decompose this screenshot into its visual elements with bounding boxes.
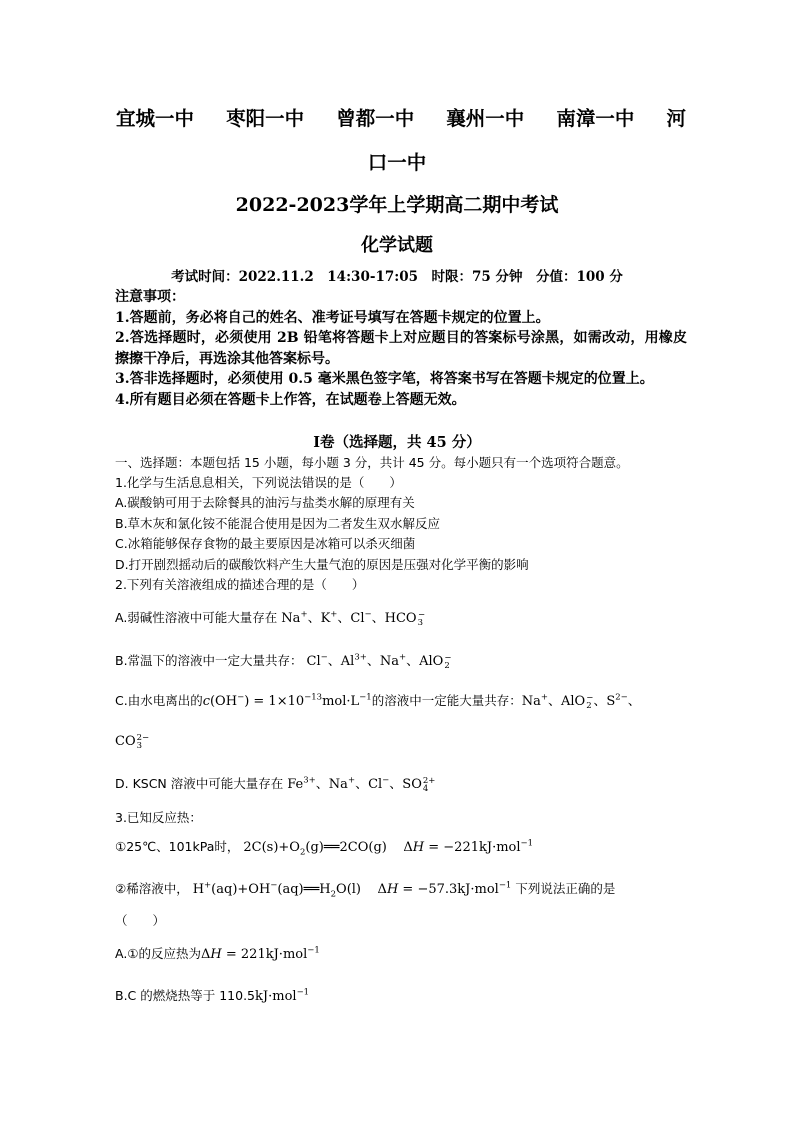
exam-title: 2022-2023学年上学期高二期中考试: [235, 194, 559, 216]
question-3-stem: 3.已知反应热：: [115, 810, 202, 825]
question-2-option-d: [115, 773, 435, 793]
option-text: 的溶液中一定能大量共存：: [371, 693, 522, 708]
reaction-equation: $H^+(aq)+OH^-(aq)══H_2O(l)$ ΔH = −57.3kJ·mol$^{-1}$: [192, 880, 512, 900]
question-3-reaction-2: [115, 879, 616, 900]
option-text: B.C 的燃烧热等于 110.5: [115, 988, 256, 1003]
notes-block: [115, 287, 687, 410]
ion-list: $Fe^{3+}$、Na+、Cl−、SO2+ 4: [287, 775, 436, 794]
ion-list: Na+、AlO− 2 、$S^{2-}$、: [521, 692, 641, 711]
school-name: 枣阳一中: [226, 107, 305, 130]
enthalpy-value: ΔH = 221kJ·mol$^{-1}$: [201, 945, 320, 962]
question-3-option-a: [115, 944, 320, 962]
ion-list: Na+、K+、Cl−、HCO 3−: [281, 609, 426, 628]
question-text: 下列说法正确的是: [515, 881, 616, 896]
question-2-option-a: [115, 607, 425, 627]
option-text: C.由水电离出的: [115, 693, 203, 708]
option-text: A.弱碱性溶液中可能大量存在: [115, 610, 278, 625]
question-3-option-b: [115, 986, 309, 1004]
question-1-stem: 1.化学与生活息息相关，下列说法错误的是（ ）: [115, 475, 402, 490]
school-list-continued: 口一中: [367, 151, 427, 174]
option-text: D. KSCN 溶液中可能大量存在: [115, 776, 284, 791]
question-1-option-a: A.碳酸钠可用于去除餐具的油污与盐类水解的原理有关: [115, 495, 415, 510]
reaction-condition: ①25℃、101kPa时，: [115, 839, 240, 854]
school-list: [116, 103, 686, 131]
school-name: 宜城一中: [116, 107, 195, 130]
note-item: 3.答非选择题时，必须使用 0.5 毫米黑色签字笔，将答案书写在答题卡规定的位置上。: [115, 371, 654, 387]
option-text: B.常温下的溶液中一定大量共存：: [115, 653, 303, 668]
exam-info: 考试时间：2022.11.2 14:30-17:05 时限：75 分钟 分值：100 分: [171, 269, 623, 285]
question-2-option-c: [115, 690, 641, 710]
concentration-formula: $c(OH^-) = 1\times 10^{-13}mol\cdot L^{-1}$: [202, 692, 372, 709]
question-2-stem: 2.下列有关溶液组成的描述合理的是（ ）: [115, 577, 365, 592]
ion-carbonate: CO2− 3: [115, 732, 150, 751]
question-3-paren: （ ）: [115, 913, 166, 928]
question-1-option-d: D.打开剧烈摇动后的碳酸饮料产生大量气泡的原因是压强对化学平衡的影响: [115, 557, 529, 572]
question-2-option-b: [115, 650, 451, 670]
question-3-reaction-1: [115, 837, 534, 858]
notes-heading: 注意事项：: [115, 289, 185, 305]
note-item: 4.所有题目必须在答题卡上作答，在试题卷上答题无效。: [115, 391, 466, 408]
question-1-option-b: B.草木灰和氯化铵不能混合使用是因为二者发生双水解反应: [115, 516, 441, 531]
subject-title: 化学试题: [361, 235, 433, 256]
option-text: A.①的反应热为: [115, 946, 202, 961]
ion-list: Cl−、$Al^{3+}$、Na+、AlO− 2: [306, 652, 452, 671]
reaction-equation: $2C(s)+O_2(g)══2CO(g)$ ΔH = −221kJ·mol$^{-1}$: [243, 838, 534, 858]
question-2-option-c-cont: [115, 733, 149, 750]
reaction-condition: ②稀溶液中，: [115, 881, 189, 896]
note-item: 2.答选择题时，必须使用 2B 铅笔将答题卡上对应题目的答案标号涂黑，如需改动，用橡皮擦擦干净后，再选涂其他答案标号。: [115, 330, 687, 367]
note-item: 1.答题前，务必将自己的姓名、准考证号填写在答题卡规定的位置上。: [115, 309, 550, 326]
enthalpy-unit: kJ·mol$^{-1}$: [255, 987, 310, 1004]
school-name: 曾都一中: [336, 107, 415, 130]
school-name: 河: [666, 107, 686, 130]
question-1-option-c: C.冰箱能够保存食物的最主要原因是冰箱可以杀灭细菌: [115, 536, 416, 551]
school-name: 襄州一中: [446, 107, 525, 130]
section-instruction: 一、选择题：本题包括 15 小题，每小题 3 分，共计 45 分。每小题只有一个选项符合题意。: [115, 455, 629, 470]
section-heading: Ⅰ卷（选择题，共 45 分）: [313, 434, 481, 451]
school-name: 南漳一中: [556, 107, 635, 130]
